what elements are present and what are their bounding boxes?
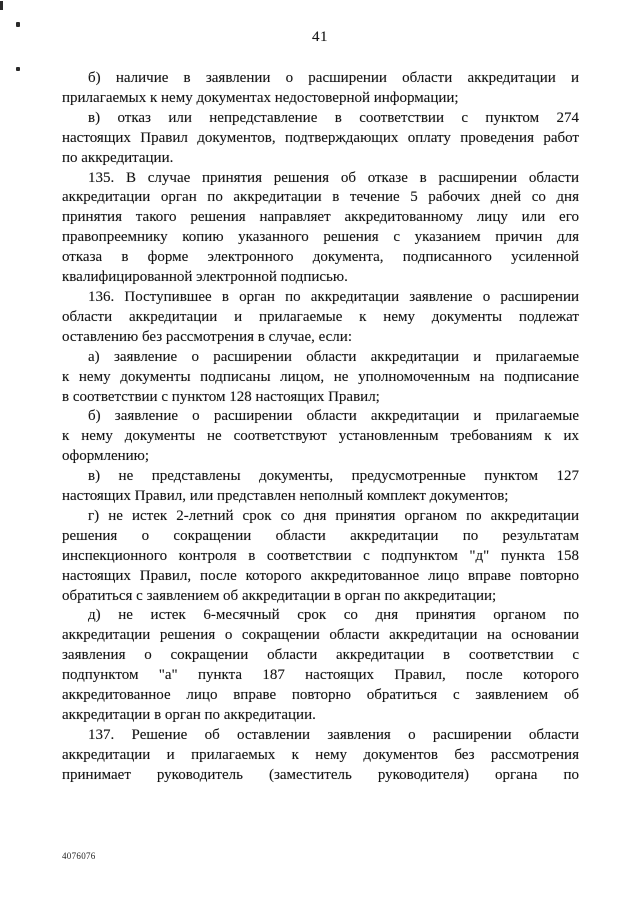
- text-line: б) наличие в заявлении о расширении области аккредитации и: [88, 70, 579, 86]
- text-line: области аккредитации и прилагаемые к нему документы подлежат: [62, 308, 579, 325]
- text-line: аккредитации и прилагаемых к нему документов без рассмотрения: [62, 746, 579, 763]
- text-line: 135. В случае принятия решения об отказе в расширении области: [88, 169, 579, 186]
- page-number: 41: [312, 29, 328, 45]
- text-line: подпунктом "а" пункта 187 настоящих Правил, после которого: [62, 667, 579, 684]
- paragraph: [62, 407, 579, 467]
- text-line: в) не представлены документы, предусмотренные пунктом 127: [88, 468, 579, 485]
- paragraph: [62, 606, 579, 725]
- scan-artifact-speck: [16, 22, 20, 27]
- text-line: в соответствии с пунктом 128 настоящих Правил;: [62, 388, 380, 405]
- text-line: оформлению;: [62, 448, 150, 465]
- text-line: оставлению без рассмотрения в случае, если:: [62, 328, 352, 345]
- text-line: настоящих Правил документов, подтверждающих оплату проведения работ: [62, 129, 579, 146]
- paragraph: [62, 467, 579, 507]
- text-line: 136. Поступившее в орган по аккредитации заявление о расширении: [88, 288, 579, 305]
- paragraph: [62, 726, 579, 786]
- text-line: принимает руководитель (заместитель руководителя) органа по: [62, 766, 579, 783]
- text-line: аккредитованное лицо вправе повторно обратиться с заявлением об: [62, 687, 579, 704]
- document-text: [62, 69, 579, 786]
- text-line: прилагаемых к нему документах недостоверной информации;: [62, 89, 459, 106]
- text-line: обратиться с заявлением об аккредитации в орган по аккредитации;: [62, 587, 497, 604]
- text-line: аккредитации в орган по аккредитации.: [62, 707, 316, 723]
- paragraph: [62, 288, 579, 348]
- text-line: заявления о сокращении области аккредитации в соответствии с: [62, 647, 579, 664]
- paragraph: [62, 69, 579, 109]
- scan-artifact-corner-dash: [0, 1, 3, 10]
- text-line: в) отказ или непредставление в соответствии с пунктом 274: [88, 109, 579, 126]
- scan-artifact-speck: [16, 67, 20, 71]
- paragraph: [62, 109, 579, 169]
- text-line: 137. Решение об оставлении заявления о расширении области: [88, 726, 579, 743]
- text-line: к нему документы подписаны лицом, не уполномоченным на подписание: [62, 368, 579, 385]
- text-line: аккредитации решения о сокращении области аккредитации на основании: [62, 627, 579, 644]
- text-line: к нему документы не соответствуют установленным требованиям к их: [62, 428, 579, 445]
- text-line: настоящих Правил, после которого аккредитованное лицо вправе повторно: [62, 567, 579, 584]
- text-line: инспекционного контроля в соответствии с подпунктом "д" пункта 158: [62, 547, 579, 564]
- paragraph: [62, 348, 579, 408]
- paragraph: [62, 507, 579, 607]
- text-line: а) заявление о расширении области аккредитации и прилагаемые: [88, 348, 579, 365]
- text-line: д) не истек 6-месячный срок со дня принятия органом по: [88, 607, 579, 624]
- text-line: квалифицированной электронной подписью.: [62, 269, 348, 286]
- document-stamp-number: 4076076: [62, 851, 96, 861]
- text-line: г) не истек 2-летний срок со дня принятия органом по аккредитации: [88, 507, 579, 524]
- text-line: принятия такого решения направляет аккредитованному лицу или его: [62, 209, 579, 226]
- text-line: по аккредитации.: [62, 149, 174, 166]
- text-line: настоящих Правил, или представлен неполный комплект документов;: [62, 488, 509, 505]
- text-line: решения о сокращении области аккредитации по результатам: [62, 527, 579, 544]
- text-line: отказа в форме электронного документа, подписанного усиленной: [62, 249, 579, 266]
- text-line: правопреемнику копию указанного решения с указанием причин для: [62, 229, 579, 246]
- text-line: б) заявление о расширении области аккредитации и прилагаемые: [88, 408, 579, 425]
- paragraph: [62, 169, 579, 288]
- text-line: аккредитации орган по аккредитации в течение 5 рабочих дней со дня: [62, 189, 579, 206]
